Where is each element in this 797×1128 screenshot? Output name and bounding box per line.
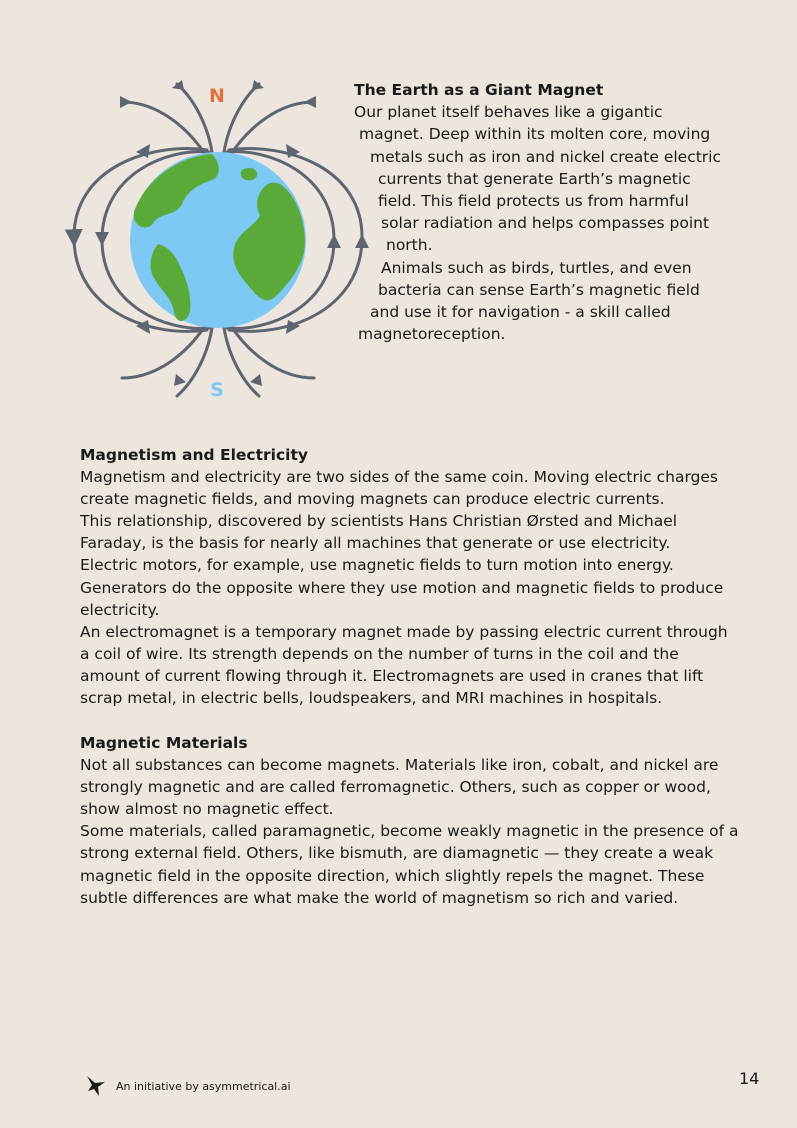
intro-line: metals such as iron and nickel create electric — [370, 147, 722, 166]
north-label: N — [209, 85, 225, 107]
page-number: 14 — [739, 1069, 760, 1088]
footer — [85, 1074, 291, 1098]
electricity-paragraph: Electric motors, for example, use magnetic fields to turn motion into energy. Generators do the opposite where they use motion and magnetic fields to produce electricity. — [80, 556, 724, 619]
intro-line: magnetoreception. — [358, 325, 506, 344]
footer-text: An initiative by asymmetrical.ai — [116, 1079, 291, 1093]
intro-line: Our planet itself behaves like a gigantic — [354, 103, 663, 122]
intro-line: field. This field protects us from harmful — [378, 192, 689, 211]
intro-line: and use it for navigation - a skill called — [370, 303, 671, 322]
materials-section — [80, 732, 740, 909]
electricity-title: Magnetism and Electricity — [80, 446, 308, 464]
materials-title: Magnetic Materials — [80, 734, 248, 752]
bird-icon — [85, 1074, 107, 1098]
intro-line: north. — [386, 236, 433, 255]
south-label: S — [210, 379, 224, 401]
intro-line: solar radiation and helps compasses point — [381, 214, 710, 233]
intro-line: Animals such as birds, turtles, and even — [381, 258, 692, 277]
materials-paragraph: Not all substances can become magnets. Materials like iron, cobalt, and nickel are strongly magnetic and are called ferromagnetic. Others, such as copper or wood, show almost no magnetic effect. — [80, 756, 719, 819]
electricity-paragraph: This relationship, discovered by scientists Hans Christian Ørsted and Michael Faraday, is the basis for nearly all machines that generate or use electricity. — [80, 512, 678, 553]
electricity-section — [80, 444, 740, 709]
intro-section — [354, 79, 774, 345]
earth-magnetic-field-illustration — [62, 72, 374, 408]
electricity-paragraph: Magnetism and electricity are two sides of the same coin. Moving electric charges create magnetic fields, and moving magnets can produce electric currents. — [80, 468, 719, 509]
materials-paragraph: Some materials, called paramagnetic, become weakly magnetic in the presence of a strong external field. Others, like bismuth, are diamagnetic — they create a weak magnetic field in the opposite direction, which slightly repels the magnet. These subtle differences are what make the world of magnetism so rich and varied. — [80, 822, 739, 907]
electricity-paragraph: An electromagnet is a temporary magnet made by passing electric current through a coil of wire. Its strength depends on the number of turns in the coil and the amount of current flowing through it. Electromagnets are used in cranes that lift scrap metal, in electric bells, loudspeakers, and MRI machines in hospitals. — [80, 622, 728, 708]
intro-line: magnet. Deep within its molten core, moving — [359, 125, 711, 144]
intro-line: currents that generate Earth’s magnetic — [378, 169, 691, 188]
intro-line: bacteria can sense Earth’s magnetic field — [378, 280, 700, 299]
intro-title: The Earth as a Giant Magnet — [354, 81, 604, 99]
